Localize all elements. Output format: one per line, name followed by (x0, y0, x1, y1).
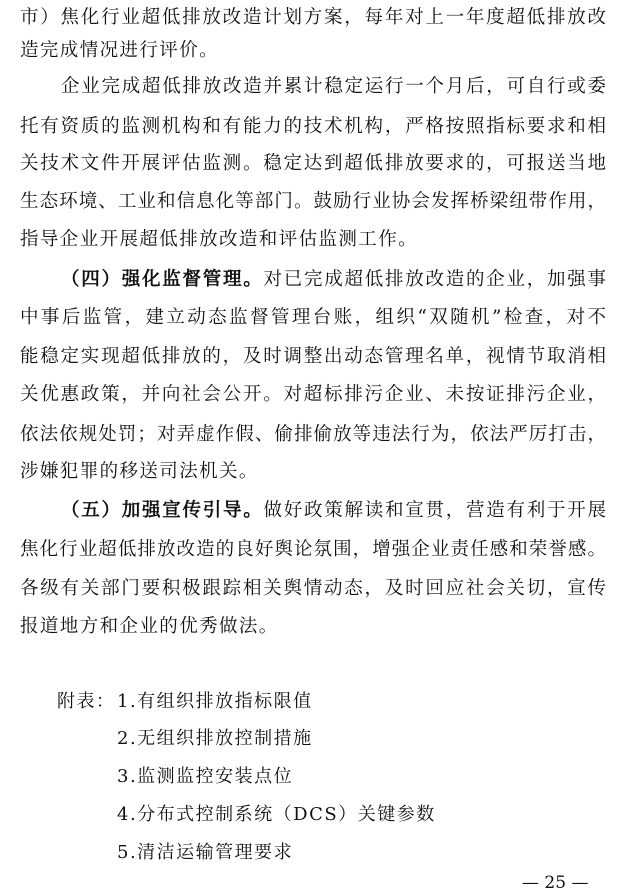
page-number: — 25 — (522, 873, 589, 893)
section-4-line-1 (61, 268, 606, 292)
section-4-heading: （四）强化监督管理。 (61, 269, 264, 290)
paragraph-2-line-3: 关技术文件开展评估监测。稳定达到超低排放要求的，可报送当地 (20, 153, 606, 174)
section-5-heading: （五）加强宣传引导。 (61, 500, 264, 521)
paragraph-1-line-1: 市）焦化行业超低排放改造计划方案，每年对上一年度超低排放改 (20, 7, 606, 28)
appendix-item-5: 5.清洁运输管理要求 (117, 842, 294, 863)
paragraph-1-line-2: 造完成情况进行评价。 (20, 40, 220, 61)
paragraph-2-line-5: 指导企业开展超低排放改造和评估监测工作。 (20, 229, 419, 250)
section-5-line-1-text: 做好政策解读和宣贯，营造有利于开展 (263, 500, 606, 521)
section-4-line-1-text: 对已完成超低排放改造的企业，加强事 (263, 269, 606, 290)
section-4-line-2: 中事后监管，建立动态监督管理台账，组织“双随机”检查，对不 (20, 307, 606, 328)
section-4-line-4: 关优惠政策，并向社会公开。对超标排污企业、未按证排污企业， (20, 384, 606, 405)
appendix-item-1: 1.有组织排放指标限值 (117, 691, 313, 712)
section-5-line-4: 报道地方和企业的优秀做法。 (20, 616, 279, 637)
paragraph-2-line-4: 生态环境、工业和信息化等部门。鼓励行业协会发挥桥梁纽带作用， (20, 191, 606, 212)
appendix-item-3: 3.监测监控安装点位 (117, 766, 294, 787)
paragraph-2-line-2: 托有资质的监测机构和有能力的技术机构，严格按照指标要求和相 (20, 116, 606, 137)
appendix-item-4: 4.分布式控制系统（DCS）关键参数 (117, 804, 436, 825)
appendix-item-2: 2.无组织排放控制措施 (117, 728, 313, 749)
section-5-line-2: 焦化行业超低排放改造的良好舆论氛围，增强企业责任感和荣誉感。 (20, 539, 606, 560)
section-4-line-6: 涉嫌犯罪的移送司法机关。 (20, 461, 259, 482)
section-4-line-3: 能稳定实现超低排放的，及时调整出动态管理名单，视情节取消相 (20, 346, 606, 367)
paragraph-2-line-1: 企业完成超低排放改造并累计稳定运行一个月后，可自行或委 (61, 76, 606, 97)
appendix-label: 附表： (57, 691, 116, 712)
section-4-line-5: 依法依规处罚；对弄虚作假、偷排偷放等违法行为，依法严厉打击， (20, 424, 606, 445)
section-5-line-1 (61, 499, 606, 523)
section-5-line-3: 各级有关部门要积极跟踪相关舆情动态，及时回应社会关切，宣传 (20, 578, 606, 599)
